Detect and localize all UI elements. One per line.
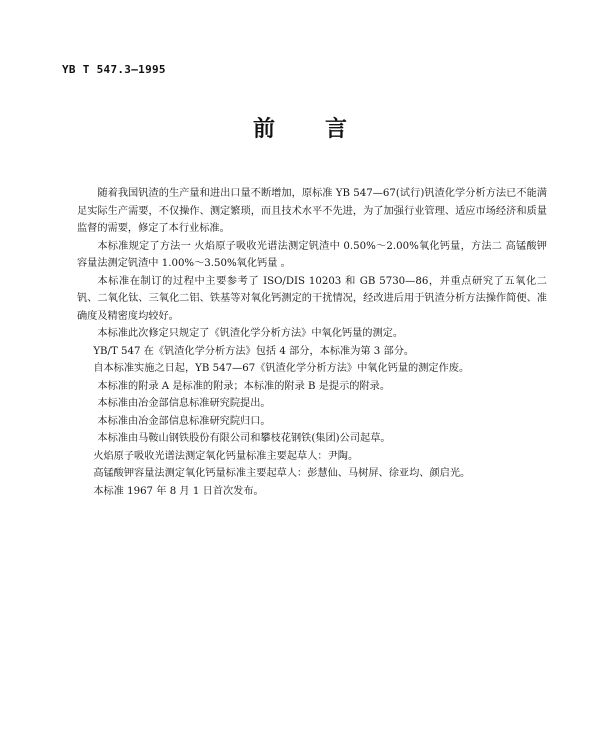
paragraph-drafted-by: 本标准由马鞍山钢铁股份有限公司和攀枝花钢铁(集团)公司起草。 <box>97 433 391 444</box>
paragraph-references: 本标准在制订的过程中主要参考了 ISO/DIS 10203 和 GB 5730—86，并重点研究了五氧化二钒、二氧化钛、三氧化二铝、铁基等对氧化钙测定的干扰情况，经改进后用于钒渣分析方法操作简便、准确度及精密度均较好。 <box>77 275 547 322</box>
paragraph-first-issued: 本标准 1967 年 8 月 1 日首次发布。 <box>93 485 264 497</box>
paragraph-proposed-by: 本标准由冶金部信息标准研究院提出。 <box>97 398 271 409</box>
paragraph-appendix: 本标准的附录 A 是标准的附录；本标准的附录 B 是提示的附录。 <box>97 380 391 392</box>
paragraph-methods: 本标准规定了方法一 火焰原子吸收光谱法测定钒渣中 0.50%～2.00%氧化钙量，方法二 高锰酸钾容量法测定钒渣中 1.00%～3.50%氧化钙量 。 <box>77 240 547 269</box>
paragraph-drafter-method-two: 高锰酸钾容量法测定氧化钙量标准主要起草人：彭慧仙、马树屏、徐亚均、颜启光。 <box>93 468 471 479</box>
paragraph-parts: YB/T 547 在《钒渣化学分析方法》包括 4 部分，本标准为第 3 部分。 <box>93 345 415 357</box>
paragraph-drafter-method-one: 火焰原子吸收光谱法测定氧化钙量标准主要起草人：尹陶。 <box>93 450 359 462</box>
paragraph-centralized-by: 本标准由冶金部信息标准研究院归口。 <box>97 415 271 427</box>
paragraph-supersedes: 自本标准实施之日起，YB 547—67《钒渣化学分析方法》中氧化钙量的测定作废。 <box>93 363 470 374</box>
document-code: YB T 547.3—1995 <box>62 63 166 76</box>
foreword-body <box>77 185 547 500</box>
paragraph-scope: 本标准此次修定只规定了《钒渣化学分析方法》中氧化钙量的测定。 <box>97 328 404 339</box>
page-title: 前言 <box>252 117 397 142</box>
paragraph-background: 随着我国钒渣的生产量和进出口量不断增加，原标准 YB 547—67(试行)钒渣化学分析方法已不能满足实际生产需要，不仅操作、测定繁琐，而且技术水平不先进，为了加强行业管理、适应市场经济和质量监督的需要，修定了本行业标准。 <box>77 188 547 234</box>
